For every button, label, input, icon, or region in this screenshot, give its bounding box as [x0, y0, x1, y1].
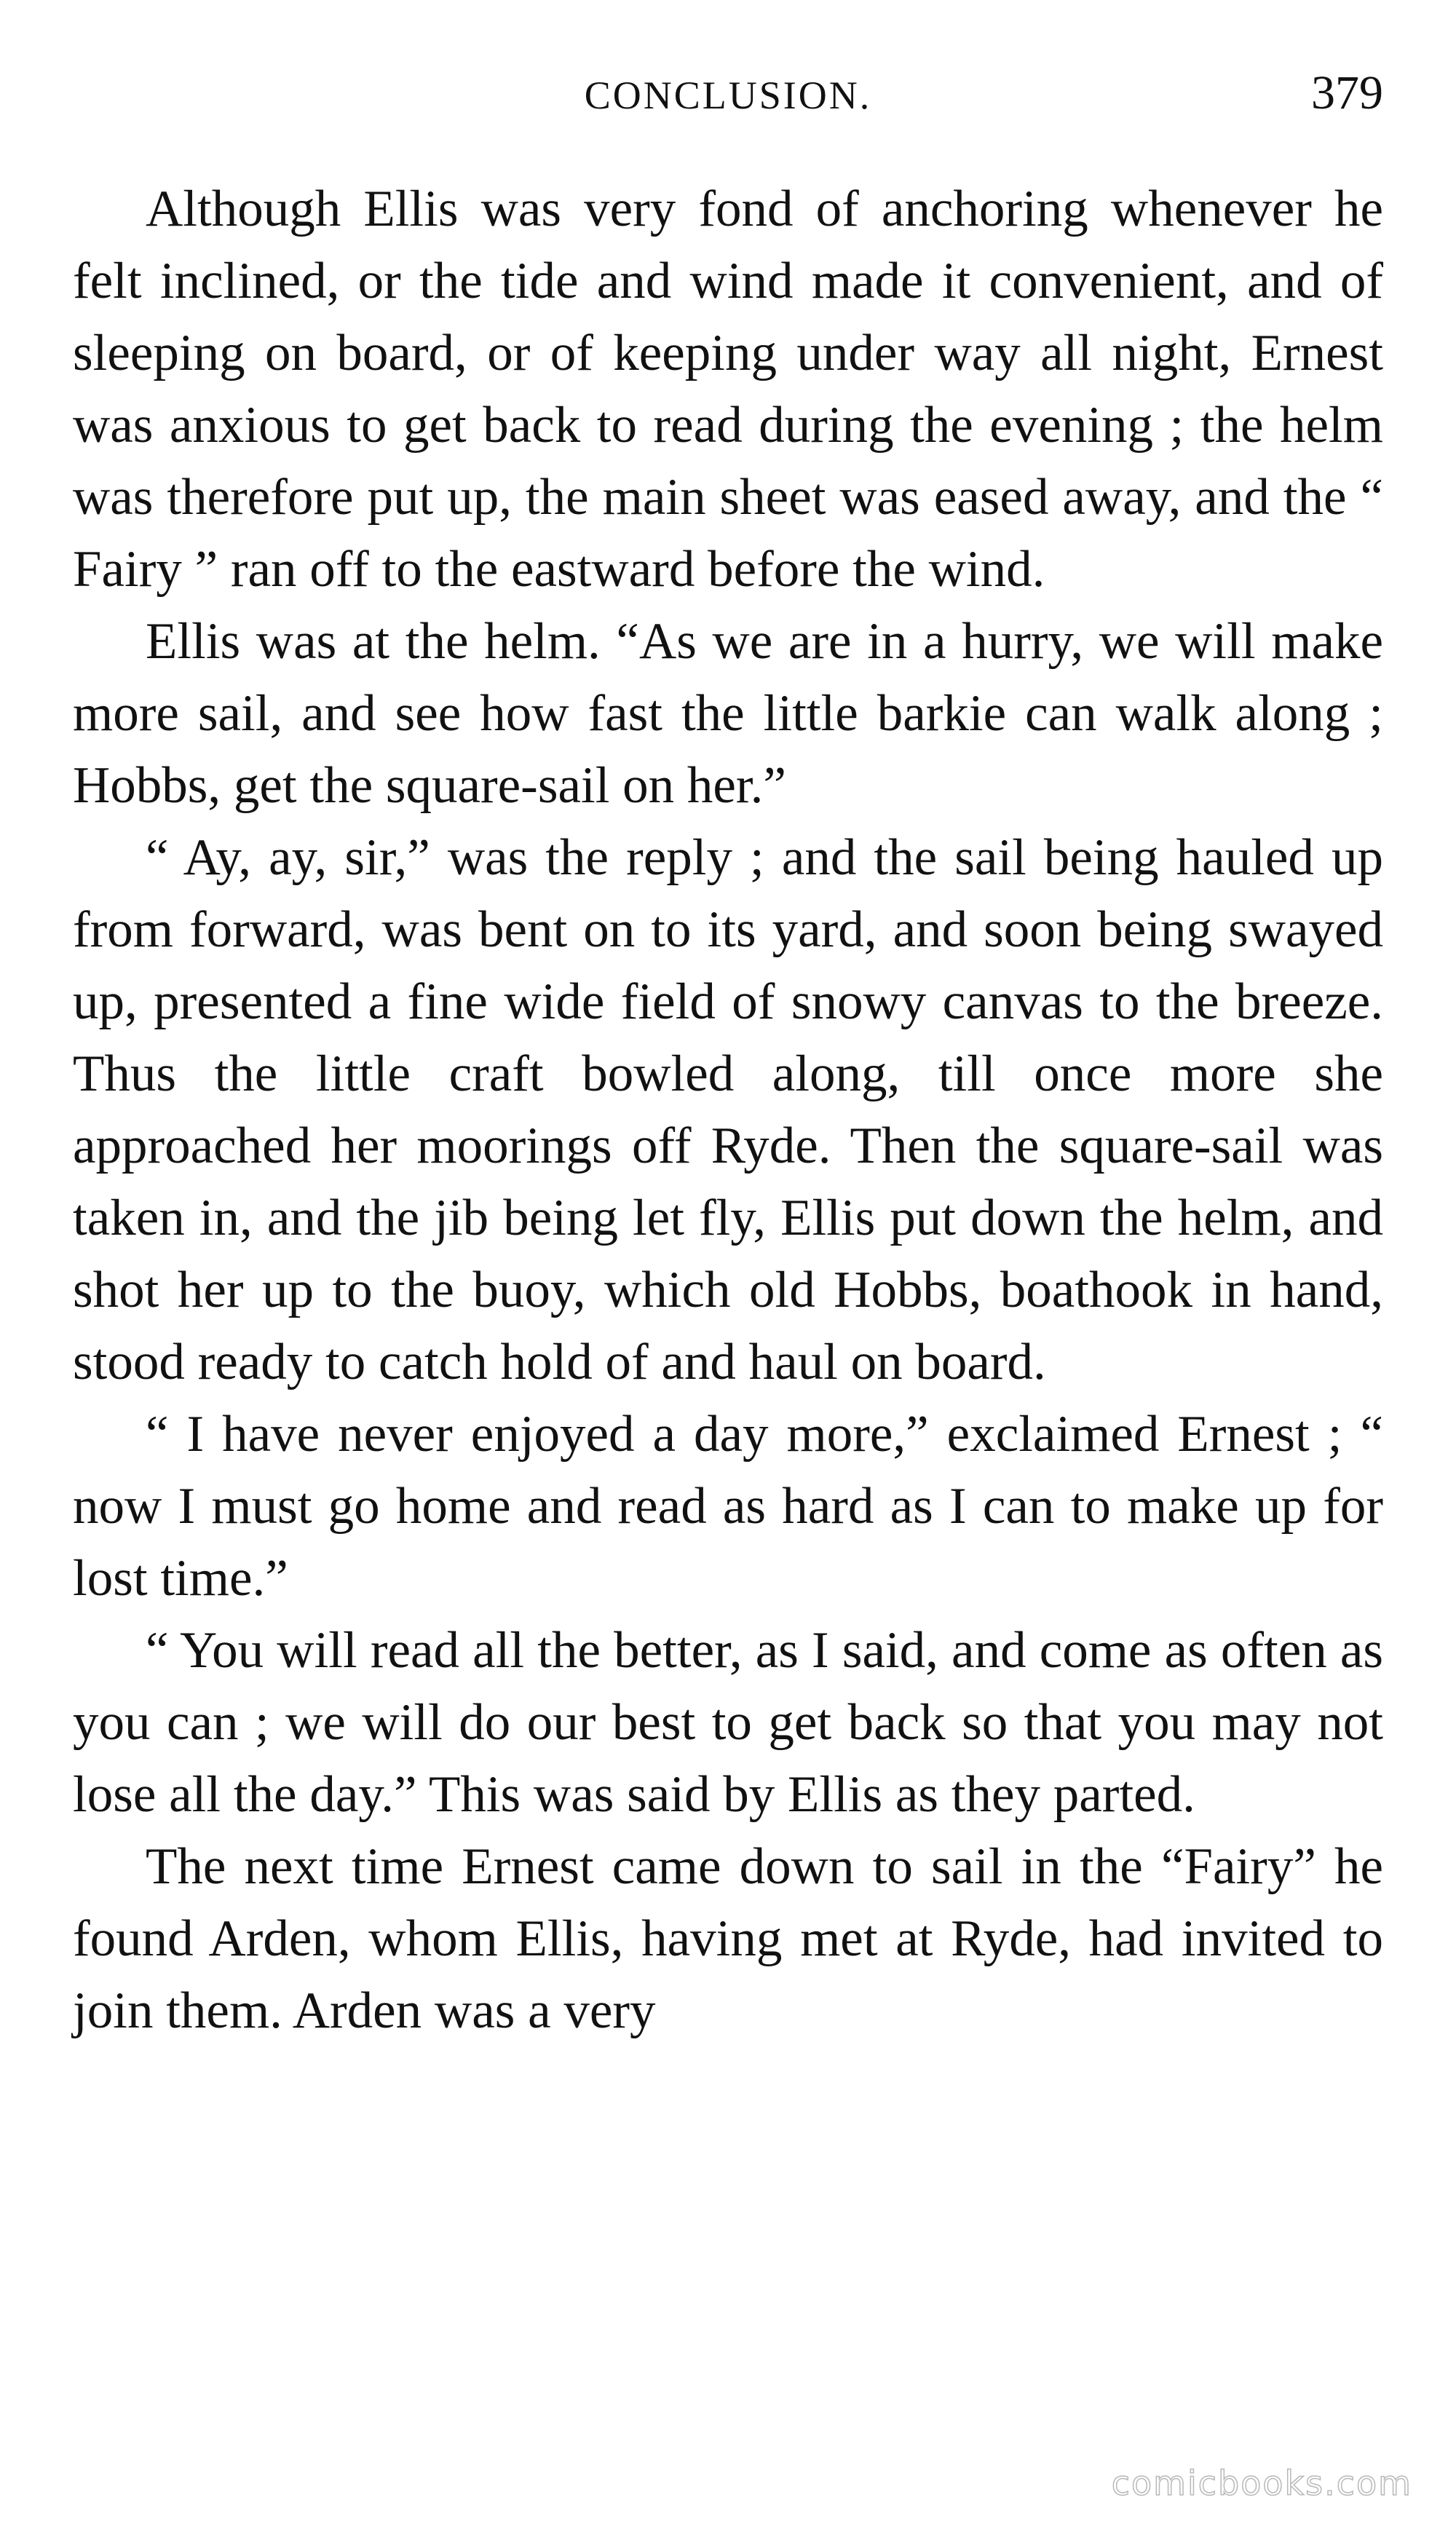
paragraph: “ Ay, ay, sir,” was the reply ; and the sail being hauled up from forward, was bent on to its yard, and soon being swayed up, presented a fine wide field of snowy canvas to the breeze. Thus the little craft bowled along, till once more she approached her moorings off Ryde. Then the square-sail was taken in, and the jib being let fly, Ellis put down the helm, and shot her up to the buoy, which old Hobbs, boathook in hand, stood ready to catch hold of and haul on board. [73, 829, 1383, 1390]
page-number: 379 [1311, 66, 1383, 119]
paragraph: Although Ellis was very fond of anchoring whenever he felt inclined, or the tide and wind made it convenient, and of sleeping on board, or of keeping under way all night, Ernest was anxious to get back to read during the evening ; the helm was therefore put up, the main sheet was eased away, and the “ Fairy ” ran off to the eastward before the wind. [73, 181, 1383, 598]
paragraph: The next time Ernest came down to sail in the “Fairy” he found Arden, whom Ellis, having met at Ryde, had invited to join them. Arden was a very [73, 1838, 1383, 2039]
paragraph: “ I have never enjoyed a day more,” exclaimed Ernest ; “ now I must go home and read as hard as I can to make up for lost time.” [73, 1406, 1383, 1607]
paragraph: Ellis was at the helm. “As we are in a hurry, we will make more sail, and see how fast the little barkie can walk along ; Hobbs, get the square-sail on her.” [73, 613, 1383, 814]
body-text [73, 173, 1383, 2047]
watermark: comicbooks.com [1111, 2464, 1412, 2503]
running-header [73, 66, 1383, 131]
chapter-title: CONCLUSION. [584, 74, 872, 117]
paragraph: “ You will read all the better, as I said, and come as often as you can ; we will do our best to get back so that you may not lose all the day.” This was said by Ellis as they parted. [73, 1622, 1383, 1823]
